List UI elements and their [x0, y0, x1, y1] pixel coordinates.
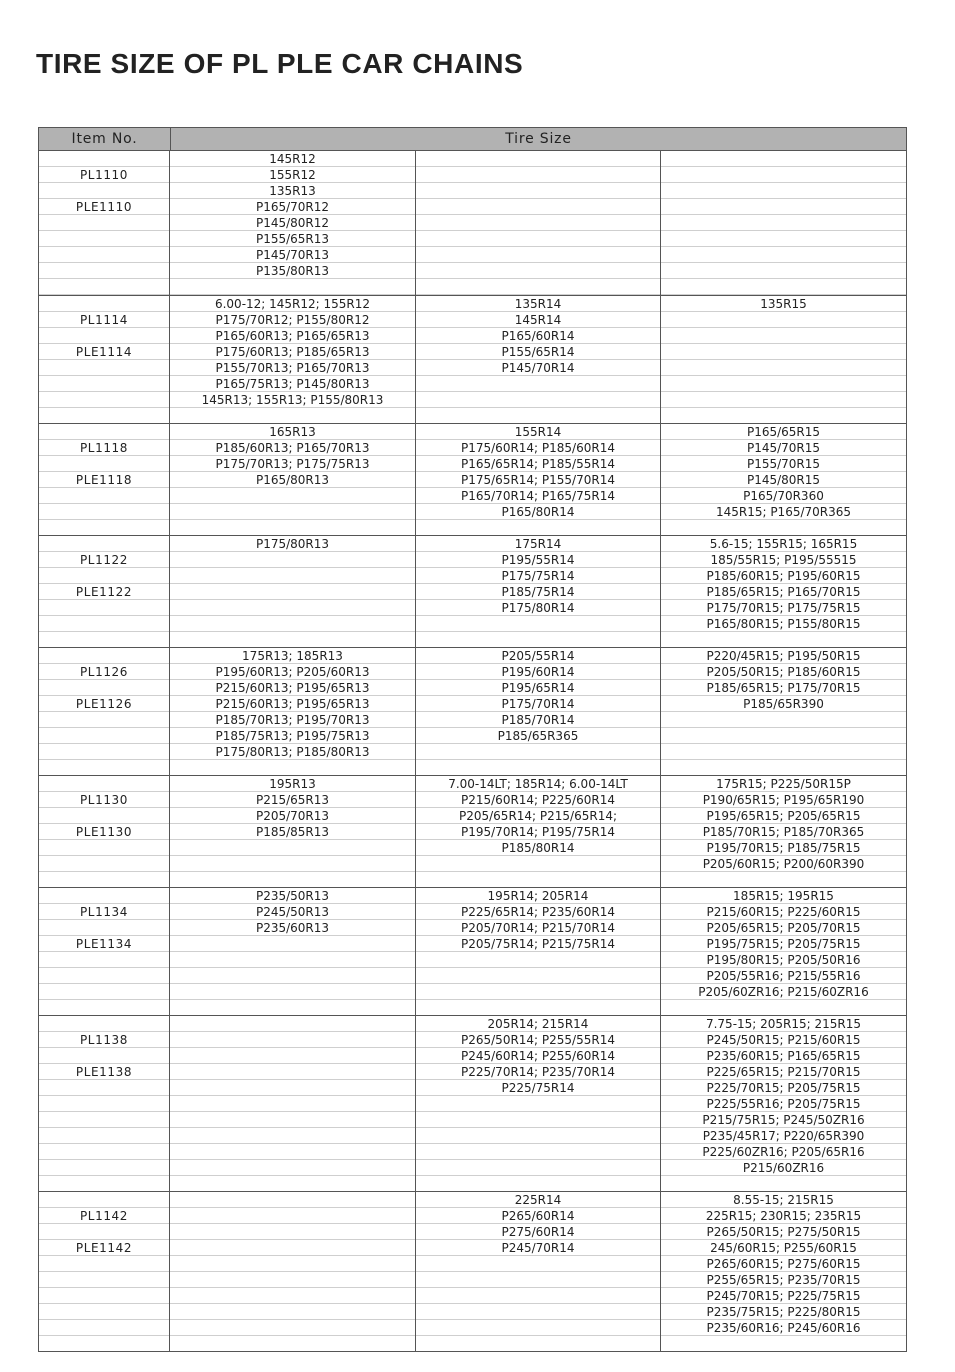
tire-size-entry: 145R12 [269, 152, 316, 166]
tire-size-entry: P195/60R14 [501, 665, 575, 679]
tire-size-column-1 [170, 151, 416, 295]
tire-size-entry: P195/80R15; P205/50R16 [706, 953, 861, 967]
tire-size-entry: P225/60ZR16; P205/65R16 [702, 1145, 865, 1159]
tire-size-entry: P195/60R13; P205/60R13 [215, 665, 370, 679]
tire-size-entry: P225/55R16; P205/75R15 [706, 1097, 861, 1111]
item-number-cell [39, 776, 170, 887]
tire-size-entry: P165/80R13 [255, 473, 330, 487]
tire-size-entry: P185/60R15; P195/60R15 [706, 569, 861, 583]
tire-size-column-3 [661, 1192, 906, 1351]
tire-size-entry: P175/60R13; P185/65R13 [215, 345, 370, 359]
tire-size-entry: P165/65R15 [746, 425, 821, 439]
item-number-cell [39, 648, 170, 775]
tire-size-column-3 [661, 776, 906, 887]
tire-size-entry: P205/50R15; P185/60R15 [706, 665, 861, 679]
tire-size-entry: P235/60R16; P245/60R16 [706, 1321, 861, 1335]
tire-size-entry: 185/55R15; P195/55515 [710, 553, 857, 567]
page-title: TIRE SIZE OF PL PLE CAR CHAINS [36, 48, 524, 79]
item-number-cell [39, 296, 170, 423]
tire-size-entry: P175/70R14 [501, 697, 575, 711]
tire-size-entry: 6.00-12; 145R12; 155R12 [214, 297, 371, 311]
tire-size-entry: P235/45R17; P220/65R390 [702, 1129, 865, 1143]
item-number: PLE1114 [75, 345, 133, 359]
tire-size-entry: P195/75R15; P205/75R15 [706, 937, 861, 951]
tire-size-column-1 [170, 424, 416, 535]
tire-size-entry: P175/80R14 [501, 601, 575, 615]
tire-size-entry: P165/75R13; P145/80R13 [215, 377, 370, 391]
item-number: PLE1138 [75, 1065, 133, 1079]
tire-size-column-1 [170, 776, 416, 887]
tire-size-entry: P225/70R15; P205/75R15 [706, 1081, 861, 1095]
tire-size-entry: P205/55R16; P215/55R16 [706, 969, 861, 983]
tire-size-entry: P165/70R14; P165/75R14 [461, 489, 615, 503]
tire-size-entry: P195/55R14 [501, 553, 575, 567]
tire-size-entry: P145/70R13 [255, 248, 330, 262]
item-number: PL1126 [79, 665, 129, 679]
tire-size-entry: P165/80R14 [501, 505, 575, 519]
tire-size-entry: P195/65R15; P205/65R15 [706, 809, 861, 823]
tire-size-entry: 175R14 [514, 537, 562, 551]
table-group [39, 151, 906, 295]
tire-size-entry: P215/60R14; P225/60R14 [461, 793, 615, 807]
tire-size-entry: P135/80R13 [255, 264, 330, 278]
tire-size-entry: 225R14 [514, 1193, 562, 1207]
tire-size-entry: P175/80R13; P185/80R13 [215, 745, 370, 759]
tire-size-entry: 225R15; 230R15; 235R15 [705, 1209, 862, 1223]
tire-size-entry: 5.6-15; 155R15; 165R15 [709, 537, 858, 551]
table-body [39, 151, 906, 1351]
tire-size-entry: P155/70R13; P165/70R13 [215, 361, 370, 375]
item-number: PLE1134 [75, 937, 133, 951]
tire-size-entry: 145R14 [514, 313, 562, 327]
tire-size-entry: P155/65R14 [501, 345, 575, 359]
tire-size-entry: P235/50R13 [255, 889, 330, 903]
tire-size-entry: P215/60R15; P225/60R15 [706, 905, 861, 919]
item-number: PL1138 [79, 1033, 129, 1047]
header-tire-size: Tire Size [505, 131, 572, 147]
tire-size-entry: P165/60R14 [501, 329, 575, 343]
tire-size-entry: P265/50R15; P275/50R15 [706, 1225, 861, 1239]
tire-size-column-2 [416, 296, 661, 423]
tire-size-column-1 [170, 648, 416, 775]
table-group [39, 295, 906, 423]
item-number: PLE1122 [75, 585, 133, 599]
tire-size-column-3 [661, 536, 906, 647]
tire-size-column-2 [416, 151, 661, 295]
tire-size-entry: P185/60R13; P165/70R13 [215, 441, 370, 455]
tire-size-column-3 [661, 888, 906, 1015]
table-group [39, 775, 906, 887]
tire-size-entry: 205R14; 215R14 [487, 1017, 589, 1031]
tire-size-entry: P145/70R15 [746, 441, 821, 455]
tire-size-entry: P205/70R14; P215/70R14 [461, 921, 615, 935]
tire-size-entry: P205/60R15; P200/60R390 [702, 857, 865, 871]
tire-size-entry: P145/80R12 [255, 216, 330, 230]
tire-size-column-2 [416, 648, 661, 775]
tire-size-column-2 [416, 888, 661, 1015]
tire-size-entry: P220/45R15; P195/50R15 [706, 649, 861, 663]
table-group [39, 647, 906, 775]
tire-size-entry: P175/70R12; P155/80R12 [215, 313, 370, 327]
tire-size-entry: 185R15; 195R15 [733, 889, 834, 903]
tire-size-entry: P225/65R15; P215/70R15 [706, 1065, 861, 1079]
item-number-cell [39, 536, 170, 647]
tire-size-entry: P185/75R14 [501, 585, 575, 599]
item-number: PL1134 [79, 905, 129, 919]
tire-size-entry: P175/60R14; P185/60R14 [461, 441, 615, 455]
tire-size-entry: P175/75R14 [501, 569, 575, 583]
tire-size-entry: P145/80R15 [746, 473, 821, 487]
table-group [39, 535, 906, 647]
tire-size-entry: P215/60R13; P195/65R13 [215, 697, 370, 711]
tire-size-entry: P245/50R15; P215/60R15 [706, 1033, 861, 1047]
tire-size-entry: 7.75-15; 205R15; 215R15 [705, 1017, 862, 1031]
tire-size-entry: 245/60R15; P255/60R15 [710, 1241, 857, 1255]
tire-size-entry: P165/65R14; P185/55R14 [461, 457, 615, 471]
tire-size-column-1 [170, 296, 416, 423]
table-group [39, 1015, 906, 1191]
tire-size-entry: P225/75R14 [501, 1081, 575, 1095]
tire-size-entry: P175/65R14; P155/70R14 [461, 473, 615, 487]
item-number: PL1122 [79, 553, 129, 567]
tire-size-entry: P205/70R13 [255, 809, 330, 823]
item-number: PLE1118 [75, 473, 133, 487]
tire-size-entry: P195/70R15; P185/75R15 [706, 841, 861, 855]
tire-size-entry: P265/60R14 [501, 1209, 575, 1223]
tire-size-entry: 8.55-15; 215R15 [733, 1193, 834, 1207]
item-number-cell [39, 1016, 170, 1191]
tire-size-entry: P155/70R15 [746, 457, 821, 471]
tire-size-column-2 [416, 1192, 661, 1351]
item-number: PL1130 [79, 793, 129, 807]
tire-size-entry: 7.00-14LT; 185R14; 6.00-14LT [448, 777, 628, 791]
tire-size-table [38, 127, 907, 1352]
tire-size-entry: 135R14 [514, 297, 562, 311]
tire-size-entry: P190/65R15; P195/65R190 [702, 793, 865, 807]
tire-size-entry: 135R13 [269, 184, 316, 198]
tire-size-entry: P165/70R360 [743, 489, 824, 503]
tire-size-entry: P205/55R14 [501, 649, 575, 663]
item-number-cell [39, 424, 170, 535]
item-number: PL1118 [79, 441, 129, 455]
tire-size-entry: P255/65R15; P235/70R15 [706, 1273, 861, 1287]
tire-size-entry: 195R14; 205R14 [487, 889, 589, 903]
tire-size-column-2 [416, 424, 661, 535]
tire-size-entry: 175R15; P225/50R15P [716, 777, 851, 791]
tire-size-entry: P265/60R15; P275/60R15 [706, 1257, 861, 1271]
table-group [39, 1191, 906, 1351]
item-number: PLE1126 [75, 697, 133, 711]
tire-size-entry: P175/70R13; P175/75R13 [215, 457, 370, 471]
tire-size-entry: P265/50R14; P255/55R14 [461, 1033, 615, 1047]
tire-size-entry: P185/65R15; P175/70R15 [706, 681, 861, 695]
tire-size-entry: P195/70R14; P195/75R14 [461, 825, 615, 839]
tire-size-column-3 [661, 648, 906, 775]
table-header [39, 127, 906, 151]
tire-size-entry: P205/65R15; P205/70R15 [706, 921, 861, 935]
item-number-cell [39, 888, 170, 1015]
tire-size-entry: P185/70R14 [501, 713, 575, 727]
tire-size-entry: P235/75R15; P225/80R15 [706, 1305, 861, 1319]
tire-size-entry: P185/65R365 [497, 729, 579, 743]
tire-size-column-3 [661, 424, 906, 535]
tire-size-entry: P205/60ZR16; P215/60ZR16 [698, 985, 869, 999]
tire-size-entry: P145/70R14 [501, 361, 575, 375]
tire-size-entry: P215/75R15; P245/50ZR16 [702, 1113, 865, 1127]
tire-size-entry: 155R14 [514, 425, 562, 439]
tire-size-entry: P215/60R13; P195/65R13 [215, 681, 370, 695]
tire-size-entry: 195R13 [269, 777, 316, 791]
tire-size-entry: P205/75R14; P215/75R14 [461, 937, 615, 951]
tire-size-entry: P245/70R14 [501, 1241, 575, 1255]
tire-size-entry: 165R13 [269, 425, 316, 439]
tire-size-entry: P215/60ZR16 [742, 1161, 825, 1175]
item-number-cell [39, 151, 170, 295]
tire-size-entry: P225/65R14; P235/60R14 [461, 905, 615, 919]
table-group [39, 423, 906, 535]
tire-size-entry: P165/80R15; P155/80R15 [706, 617, 861, 631]
tire-size-entry: P155/65R13 [255, 232, 330, 246]
tire-size-entry: P245/50R13 [255, 905, 330, 919]
tire-size-column-3 [661, 1016, 906, 1191]
tire-size-entry: 175R13; 185R13 [242, 649, 343, 663]
tire-size-entry: P185/65R390 [743, 697, 824, 711]
tire-size-entry: P165/70R12 [255, 200, 330, 214]
tire-size-entry: P175/70R15; P175/75R15 [706, 601, 861, 615]
tire-size-column-1 [170, 1016, 416, 1191]
tire-size-entry: P235/60R15; P165/65R15 [706, 1049, 861, 1063]
tire-size-entry: P225/70R14; P235/70R14 [461, 1065, 615, 1079]
item-number: PL1110 [79, 168, 129, 182]
tire-size-entry: 145R15; P165/70R365 [715, 505, 852, 519]
table-group [39, 887, 906, 1015]
tire-size-entry: P185/70R15; P185/70R365 [702, 825, 865, 839]
header-item-no: Item No. [39, 128, 171, 150]
tire-size-entry: P165/60R13; P165/65R13 [215, 329, 370, 343]
tire-size-column-2 [416, 1016, 661, 1191]
tire-size-column-1 [170, 1192, 416, 1351]
item-number: PLE1130 [75, 825, 133, 839]
tire-size-entry: P185/65R15; P165/70R15 [706, 585, 861, 599]
item-number: PL1114 [79, 313, 129, 327]
tire-size-entry: P205/65R14; P215/65R14; [458, 809, 618, 823]
tire-size-entry: P215/65R13 [255, 793, 330, 807]
tire-size-entry: 155R12 [269, 168, 316, 182]
tire-size-entry: P185/85R13 [255, 825, 330, 839]
tire-size-entry: P185/70R13; P195/70R13 [215, 713, 370, 727]
tire-size-entry: 145R13; 155R13; P155/80R13 [201, 393, 384, 407]
tire-size-entry: 135R15 [760, 297, 807, 311]
tire-size-entry: P185/75R13; P195/75R13 [215, 729, 370, 743]
tire-size-entry: P195/65R14 [501, 681, 575, 695]
item-number: PL1142 [79, 1209, 129, 1223]
tire-size-column-3 [661, 296, 906, 423]
tire-size-column-3 [661, 151, 906, 295]
tire-size-entry: P175/80R13 [255, 537, 330, 551]
tire-size-column-2 [416, 536, 661, 647]
tire-size-entry: P235/60R13 [255, 921, 330, 935]
tire-size-column-1 [170, 536, 416, 647]
tire-size-column-1 [170, 888, 416, 1015]
tire-size-entry: P275/60R14 [501, 1225, 575, 1239]
item-number: PLE1142 [75, 1241, 133, 1255]
tire-size-entry: P245/60R14; P255/60R14 [461, 1049, 615, 1063]
item-number-cell [39, 1192, 170, 1351]
tire-size-column-2 [416, 776, 661, 887]
tire-size-entry: P185/80R14 [501, 841, 575, 855]
item-number: PLE1110 [75, 200, 133, 214]
tire-size-entry: P245/70R15; P225/75R15 [706, 1289, 861, 1303]
